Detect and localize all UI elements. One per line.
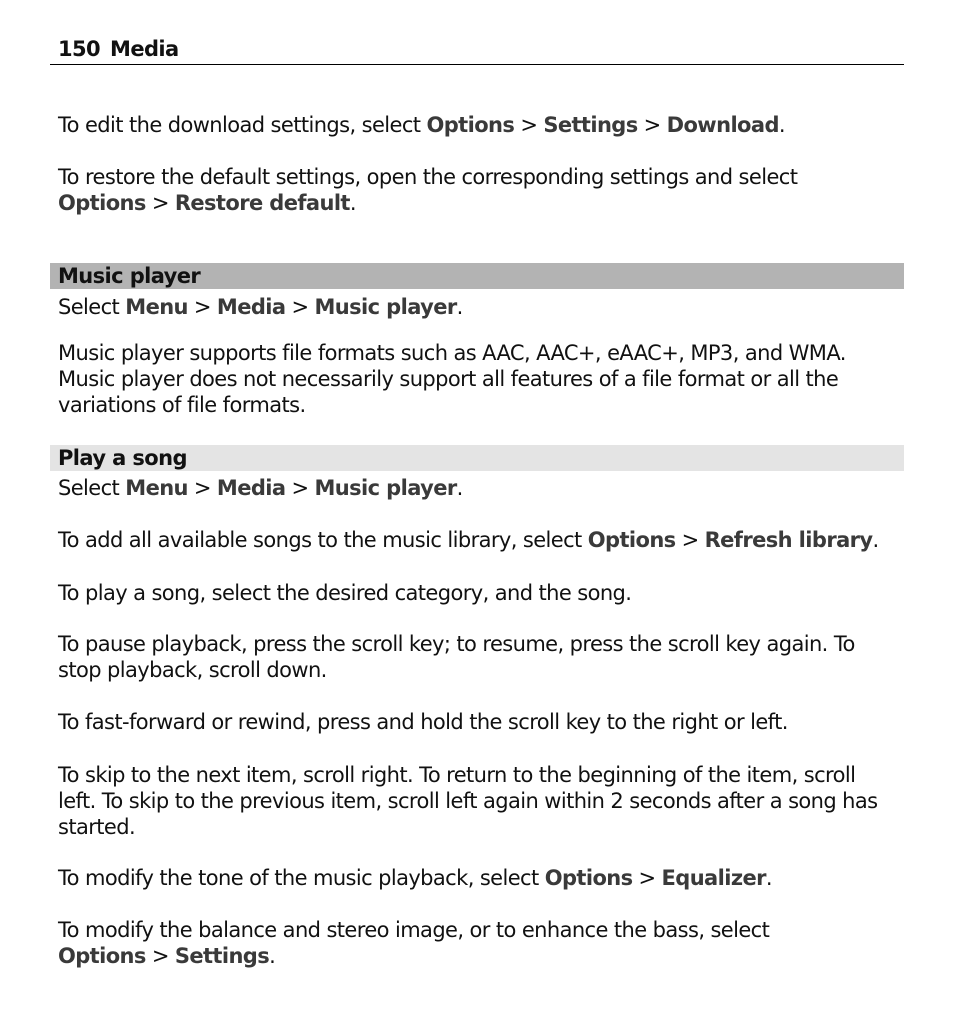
play-paragraph: To play a song, select the desired category, and the song. [58, 581, 632, 605]
equalizer-term: Equalizer [661, 866, 766, 890]
refresh-library-paragraph: To add all available songs to the music library, select Options > Refresh library. [58, 528, 879, 552]
options-term: Options [426, 113, 515, 137]
equalizer-paragraph: To modify the tone of the music playback, select Options > Equalizer. [58, 866, 772, 890]
page-header [58, 36, 179, 62]
menu-term: Menu [125, 295, 188, 319]
balance-paragraph: To modify the balance and stereo image, or to enhance the bass, select Options > Settings. [58, 918, 770, 968]
fast-forward-paragraph: To fast-forward or rewind, press and hold the scroll key to the right or left. [58, 710, 788, 734]
settings-term: Settings [543, 113, 638, 137]
music-player-term: Music player [314, 295, 457, 319]
settings-term: Settings [174, 944, 270, 968]
skip-paragraph: To skip to the next item, scroll right. To return to the beginning of the item, scroll left. To skip to the previous item, scroll left again within 2 seconds after a song has started. [58, 763, 878, 839]
refresh-library-term: Refresh library [704, 528, 873, 552]
file-formats-paragraph: Music player supports file formats such as AAC, AAC+, eAAC+, MP3, and WMA. Music player does not necessarily support all features of a file format or all the variations of file formats. [58, 341, 846, 417]
media-term: Media [216, 476, 286, 500]
section-heading-music-player: Music player [50, 263, 904, 289]
media-term: Media [216, 295, 286, 319]
options-term: Options [58, 944, 146, 968]
page-number: 150 [58, 37, 101, 61]
menu-term: Menu [125, 476, 188, 500]
header-divider [50, 64, 904, 65]
options-term: Options [587, 528, 676, 552]
music-player-term: Music player [314, 476, 457, 500]
pause-paragraph: To pause playback, press the scroll key; to resume, press the scroll key again. To stop playback, scroll down. [58, 632, 855, 682]
restore-default-paragraph: To restore the default settings, open the corresponding settings and select Options > Restore default. [58, 165, 798, 215]
page-title: Media [110, 37, 179, 61]
options-term: Options [58, 191, 146, 215]
section-heading-play-a-song: Play a song [50, 445, 904, 471]
restore-default-term: Restore default [174, 191, 350, 215]
download-term: Download [666, 113, 779, 137]
options-term: Options [544, 866, 633, 890]
music-player-select-paragraph: Select Menu > Media > Music player. [58, 295, 463, 319]
play-song-select-paragraph: Select Menu > Media > Music player. [58, 476, 463, 500]
download-settings-paragraph: To edit the download settings, select Options > Settings > Download. [58, 113, 785, 137]
